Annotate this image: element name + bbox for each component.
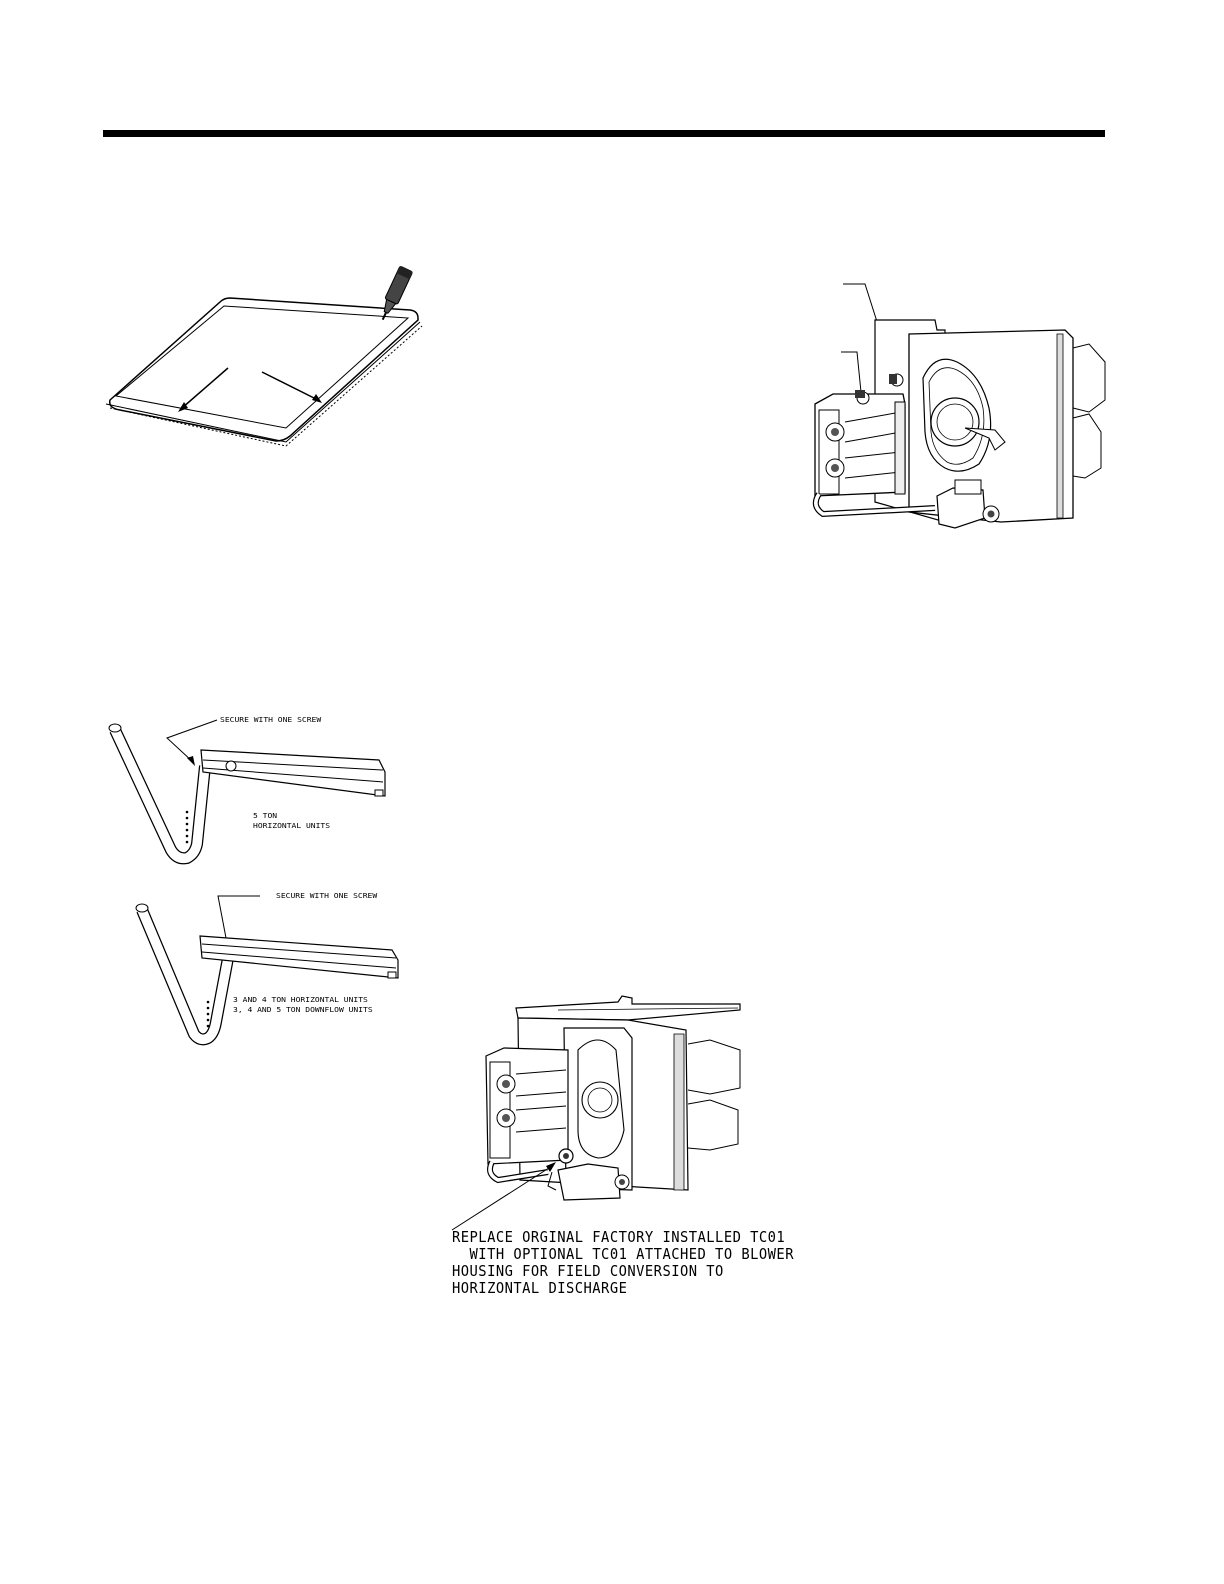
panel-sealant-figure bbox=[100, 258, 430, 448]
tco-note-line3: HOUSING FOR FIELD CONVERSION TO bbox=[452, 1262, 724, 1280]
units-label-34ton-line1: 3 AND 4 TON HORIZONTAL UNITS bbox=[233, 996, 368, 1004]
header-rule bbox=[103, 130, 1105, 137]
tco-note-line2: WITH OPTIONAL TC01 ATTACHED TO BLOWER bbox=[452, 1245, 794, 1263]
units-label-5ton-line2: HORIZONTAL UNITS bbox=[253, 822, 331, 830]
tco-note-line4: HORIZONTAL DISCHARGE bbox=[452, 1279, 628, 1297]
burner-tube-5ton-figure bbox=[105, 710, 395, 885]
units-label-34ton-line2: 3, 4 AND 5 TON DOWNFLOW UNITS bbox=[233, 1006, 373, 1014]
tco-note-line1: REPLACE ORGINAL FACTORY INSTALLED TC01 bbox=[452, 1228, 786, 1246]
units-label-5ton-line1: 5 TON bbox=[253, 812, 278, 820]
secure-screw-label-34ton: SECURE WITH ONE SCREW bbox=[276, 892, 378, 900]
burner-assembly-figure bbox=[805, 282, 1125, 542]
tco-conversion-figure bbox=[448, 990, 758, 1230]
secure-screw-label-5ton: SECURE WITH ONE SCREW bbox=[220, 716, 322, 724]
burner-tube-34ton-figure bbox=[130, 890, 405, 1050]
